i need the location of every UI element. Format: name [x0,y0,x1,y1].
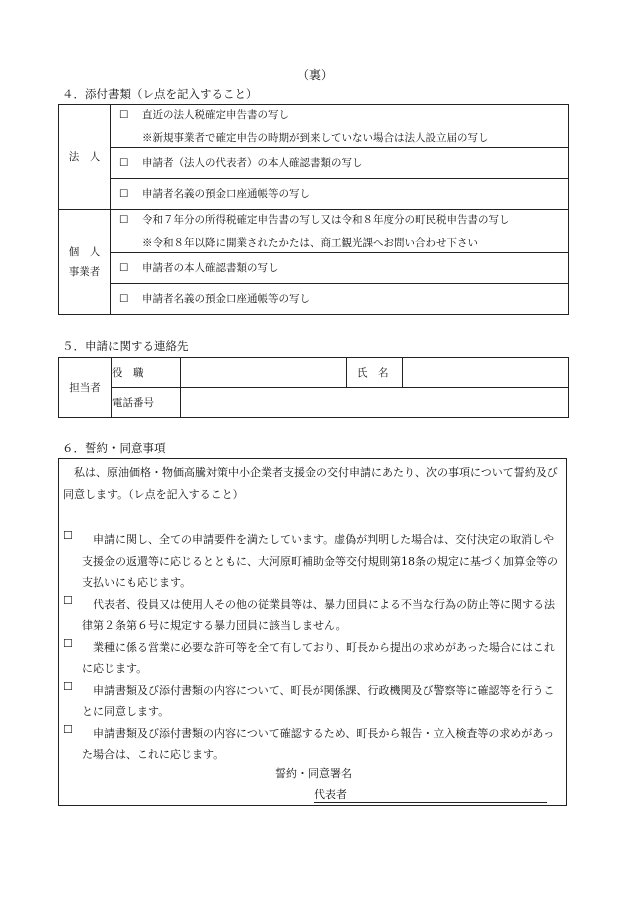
checkbox[interactable]: ☐ [63,593,73,607]
pledge-item [63,594,563,637]
checkbox[interactable]: ☐ [119,213,129,226]
checkbox[interactable]: ☐ [119,188,129,200]
checkbox[interactable]: ☐ [119,262,129,274]
corp-item-tax-return [111,105,569,148]
checkbox[interactable]: ☐ [63,679,73,693]
checkbox[interactable]: ☐ [63,722,73,736]
sole-item-2-text: 申請者の本人確認書類の写し [142,262,279,274]
pledge-item-text: 業種に係る営業に必要な許可等を全て有しており、町長から提出の求めがあった場合にはこれに応じます。 [82,640,555,675]
position-field[interactable] [181,358,347,388]
pledge-intro: 私は、原油価格・物価高騰対策中小企業者支援金の交付申請にあたり、次の事項について誓約及び同意します。（レ点を記入すること） [63,466,558,501]
pledge-items [63,529,563,766]
pledge-item-text: 代表者、役員又は使用人その他の従業員等は、暴力団員による不当な行為の防止等に関する法律第２条第６号に規定する暴力団員に該当しません。 [82,597,555,632]
sole-item-1-note: ※令和８年以降に開業されたかたは、商工観光課へお問い合わせ下さい [142,236,478,249]
page-side-label: （裏） [296,68,333,82]
corp-item-1-text: 直近の法人税確定申告書の写し [142,108,289,121]
pledge-box [58,458,567,806]
corp-item-identity [111,148,569,179]
name-field[interactable] [403,358,569,388]
position-label: 役 職 [112,358,181,388]
name-label: 氏 名 [347,358,403,388]
pledge-item-text: 申請に関し、全ての申請要件を満たしています。虚偽が判明した場合は、交付決定の取消しや支援金の返還等に応じるとともに、大河原町補助金等交付規則第18条の規定に基づく加算金等の支払いにも応じます。 [82,533,558,589]
sole-item-identity [111,253,569,284]
section5-title: ５．申請に関する連絡先 [62,339,189,353]
sole-item-3-text: 申請者名義の預金口座通帳等の写し [142,293,310,305]
corp-item-2-text: 申請者（法人の代表者）の本人確認書類の写し [142,157,363,169]
phone-label: 電話番号 [112,388,181,418]
representative-signature-line[interactable] [314,786,547,803]
contact-table [58,357,569,418]
checkbox[interactable]: ☐ [119,108,129,121]
phone-field[interactable] [181,388,569,418]
representative-label: 代表者 [314,788,347,801]
corp-item-1-note: ※新規事業者で確定申告の時期が到来していない場合は法人設立届の写し [142,131,489,144]
sole-item-bankbook [111,284,569,315]
pledge-item [63,529,563,594]
corp-item-3-text: 申請者名義の預金口座通帳等の写し [142,188,310,200]
pledge-item-text: 申請書類及び添付書類の内容について確認するため、町長から報告・立入検査等の求めがあった場合は、これに応じます。 [82,726,555,761]
pledge-item [63,680,563,723]
sole-item-1-text: 令和７年分の所得税確定申告書の写し又は令和８年度分の町民税申告書の写し [142,213,510,226]
pledge-item-text: 申請書類及び添付書類の内容について、町長が関係課、行政機関及び警察等に確認等を行うことに同意します。 [82,683,555,718]
section4-title: ４．添付書類（レ点を記入すること） [62,87,258,101]
checkbox[interactable]: ☐ [63,636,73,650]
pledge-item [63,637,563,680]
contact-person-label: 担当者 [59,358,112,418]
corp-item-bankbook [111,179,569,210]
checkbox[interactable]: ☐ [119,293,129,305]
sole-proprietor-label-line1: 個 人 [68,246,101,258]
signature-label: 誓約・同意署名 [275,767,352,780]
attachments-table [58,104,569,315]
corporation-label: 法 人 [59,105,111,210]
sole-item-tax-return [111,210,569,253]
checkbox[interactable]: ☐ [119,157,129,169]
pledge-item [63,723,563,766]
checkbox[interactable]: ☐ [63,529,73,542]
sole-proprietor-label-line2: 事業者 [68,266,101,278]
section6-title: ６．誓約・同意事項 [62,441,166,455]
sole-proprietor-label [59,210,111,315]
